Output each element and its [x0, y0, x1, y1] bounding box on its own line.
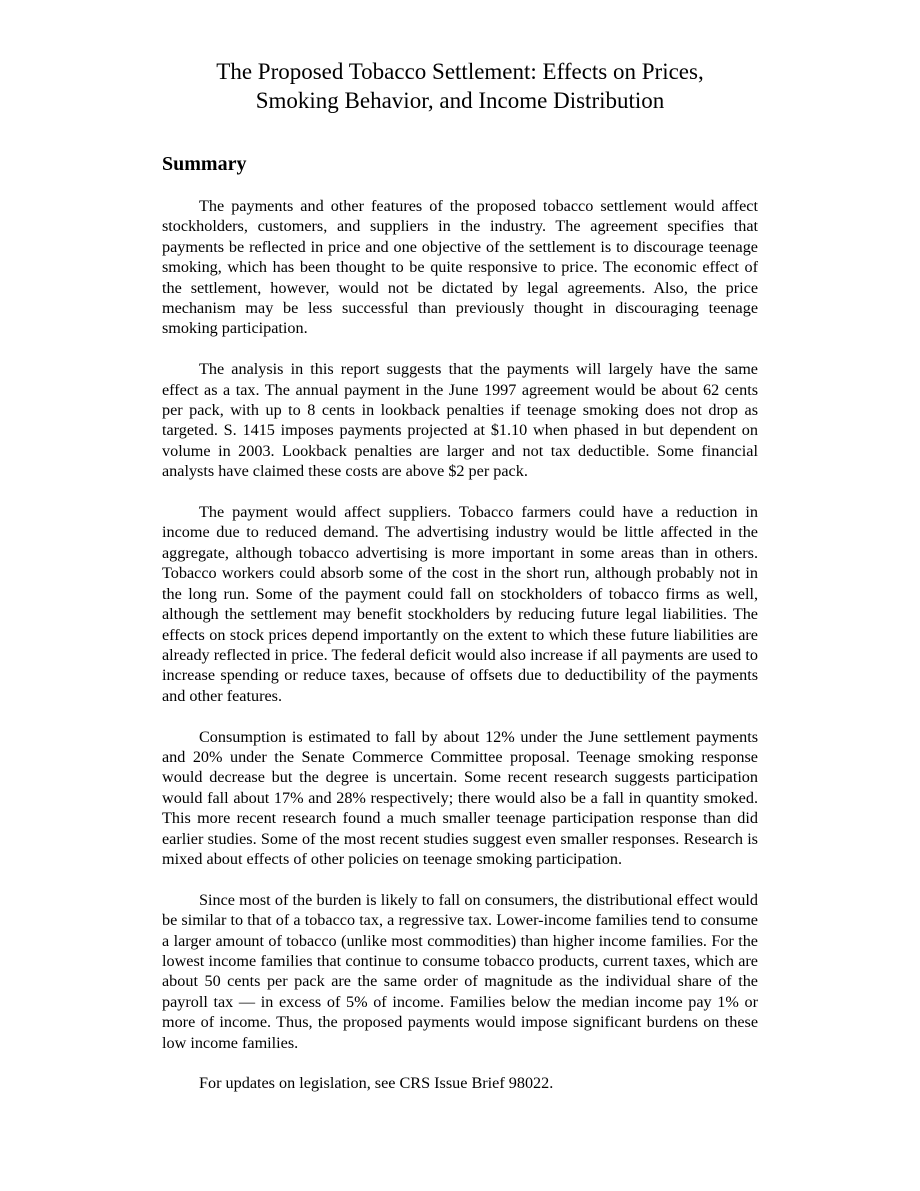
title-line-2: Smoking Behavior, and Income Distribution [255, 88, 665, 113]
paragraph-6: For updates on legislation, see CRS Issue Brief 98022. [199, 1074, 554, 1093]
paragraph-4: Consumption is estimated to fall by about 12% under the June settlement payments and 20% under the Senate Commerce Committee proposal. Teenage smoking response would decrease but the degree is uncertain. Some recent research suggests participation would fall about 17% and 28% respectively; there would also be a fall in quantity smoked. This more recent research found a much smaller teenage participation response than did earlier studies. Some of the most recent studies suggest even smaller responses. Research is mixed about effects of other policies on teenage smoking participation. [162, 727, 758, 868]
paragraph-2: The analysis in this report suggests that the payments will largely have the same effect as a tax. The annual payment in the June 1997 agreement would be about 62 cents per pack, with up to 8 cents in lookback penalties if teenage smoking does not drop as targeted. S. 1415 imposes payments projected at $1.10 when phased in but dependent on volume in 2003. Lookback penalties are larger and not tax deductible. Some financial analysts have claimed these costs are above $2 per pack. [162, 360, 758, 481]
section-heading-summary: Summary [162, 153, 247, 175]
document-title [100, 57, 820, 115]
title-line-1: The Proposed Tobacco Settlement: Effects on Prices, [216, 59, 704, 84]
paragraph-3: The payment would affect suppliers. Tobacco farmers could have a reduction in income due to reduced demand. The advertising industry would be little affected in the aggregate, although tobacco advertising is more important in some areas than in others. Tobacco workers could absorb some of the cost in the short run, although probably not in the long run. Some of the payment could fall on stockholders of tobacco firms as well, although the settlement may benefit stockholders by reducing future legal liabilities. The effects on stock prices depend importantly on the extent to which these future liabilities are already reflected in price. The federal deficit would also increase if all payments are used to increase spending or reduce taxes, because of offsets due to deductibility of the payments and other features. [162, 503, 758, 705]
summary-body [162, 196, 758, 1094]
paragraph-5: Since most of the burden is likely to fall on consumers, the distributional effect would be similar to that of a tobacco tax, a regressive tax. Lower-income families tend to consume a larger amount of tobacco (unlike most commodities) than higher income families. For the lowest income families that continue to consume tobacco products, current taxes, which are about 50 cents per pack are the same order of magnitude as the individual share of the payroll tax — in excess of 5% of income. Families below the median income pay 1% or more of income. Thus, the proposed payments would impose significant burdens on these low income families. [162, 890, 758, 1052]
paragraph-1: The payments and other features of the proposed tobacco settlement would affect stockholders, customers, and suppliers in the industry. The agreement specifies that payments be reflected in price and one objective of the settlement is to discourage teenage smoking, which has been thought to be quite responsive to price. The economic effect of the settlement, however, would not be dictated by legal agreements. Also, the price mechanism may be less successful than previously thought in discouraging teenage smoking participation. [162, 197, 758, 338]
